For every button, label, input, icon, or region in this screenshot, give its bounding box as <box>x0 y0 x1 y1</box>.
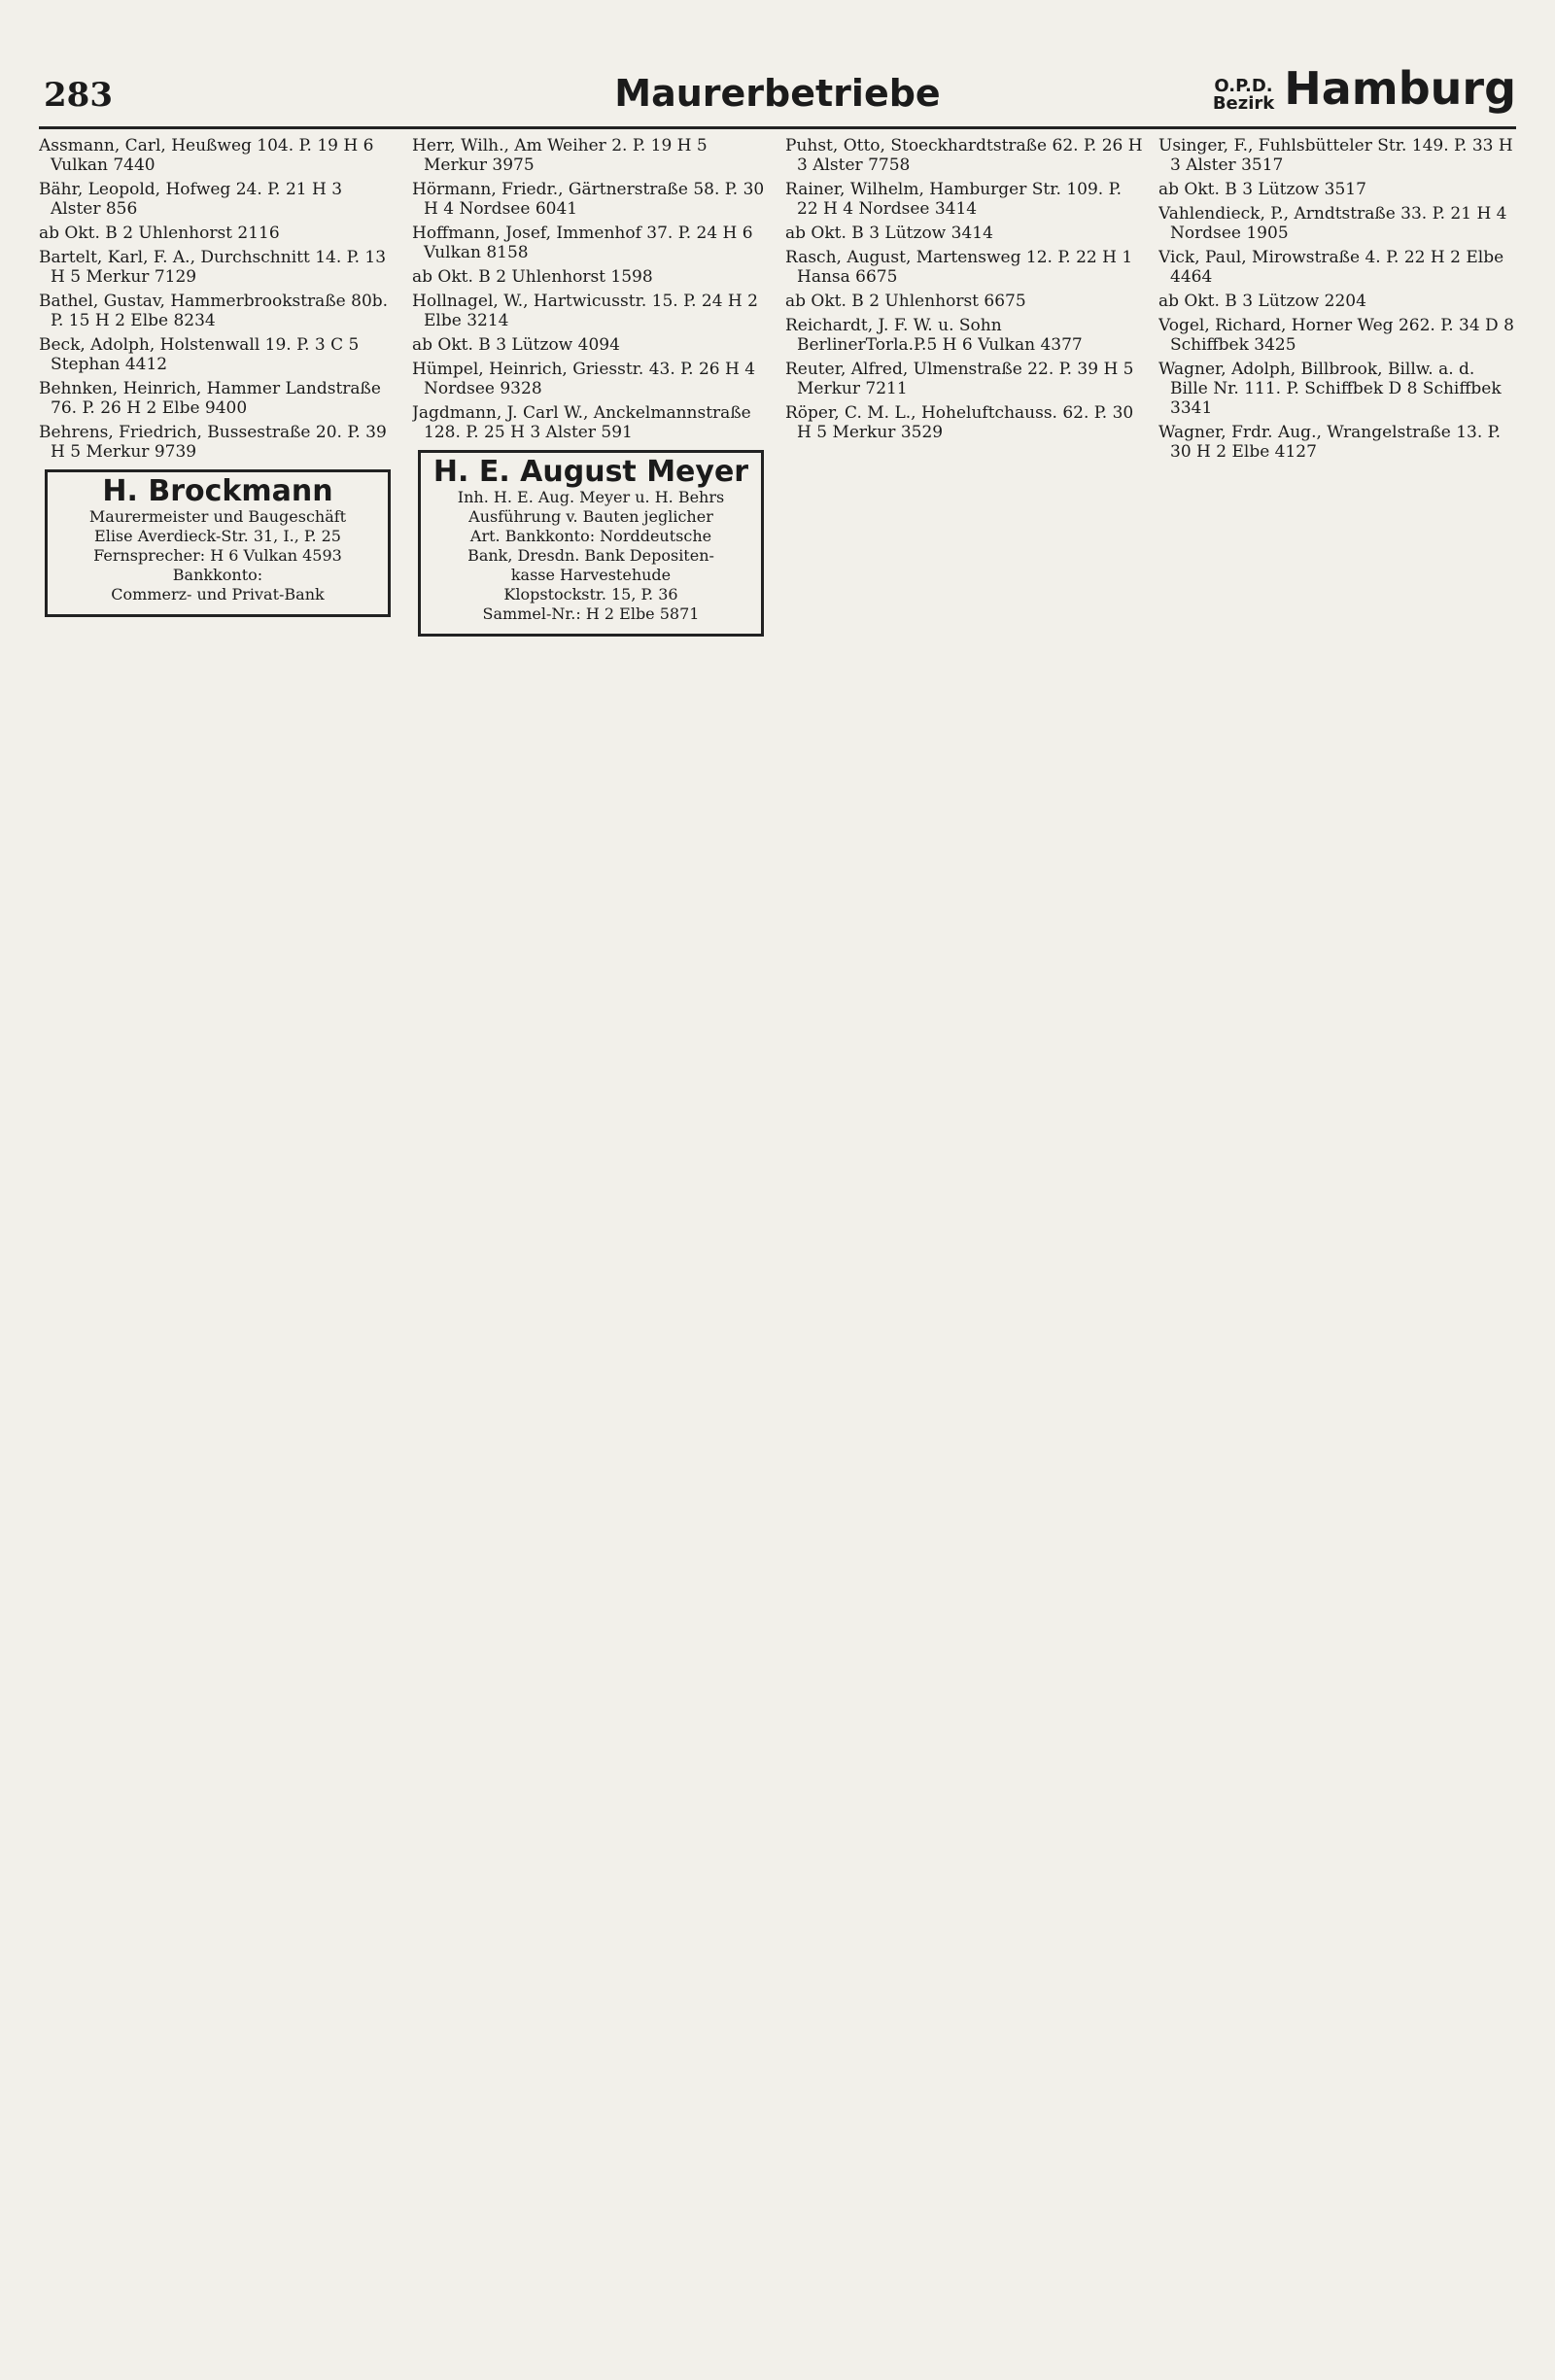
district-name: Hamburg <box>1284 62 1516 115</box>
list-item: Vick, Paul, Mirowstraße 4. P. 22 H 2 Elbe 4464 <box>1158 248 1504 287</box>
district-label-bottom: Bezirk <box>1212 93 1275 114</box>
list-item: ab Okt. B 2 Uhlenhorst 2116 <box>39 224 280 243</box>
ad-line: kasse Harvestehude <box>510 566 672 584</box>
list-item: Assmann, Carl, Heußweg 104. P. 19 H 6 Vulkan 7440 <box>39 136 374 175</box>
list-item: Rainer, Wilhelm, Hamburger Str. 109. P. 22 H 4 Nordsee 3414 <box>785 180 1122 219</box>
page-title: Maurerbetriebe <box>614 72 941 115</box>
column-3 <box>785 136 1143 2342</box>
list-item: Röper, C. M. L., Hoheluftchauss. 62. P. 30 H 5 Merkur 3529 <box>785 403 1134 442</box>
district-label <box>1213 78 1274 113</box>
list-item: Wagner, Adolph, Billbrook, Billw. a. d. Bille Nr. 111. P. Schiffbek D 8 Schiffbek 3341 <box>1158 360 1502 418</box>
column-2 <box>412 136 770 2342</box>
list-item: ab Okt. B 3 Lützow 3517 <box>1158 180 1366 199</box>
list-item: Herr, Wilh., Am Weiher 2. P. 19 H 5 Merkur 3975 <box>412 136 708 175</box>
ad-line: Klopstockstr. 15, P. 36 <box>503 585 678 604</box>
list-item: Behnken, Heinrich, Hammer Landstraße 76. P. 26 H 2 Elbe 9400 <box>39 379 381 418</box>
ad-line: Inh. H. E. Aug. Meyer u. H. Behrs <box>457 488 725 506</box>
list-item: ab Okt. B 3 Lützow 4094 <box>412 335 620 355</box>
list-item: Rasch, August, Martensweg 12. P. 22 H 1 Hansa 6675 <box>785 248 1133 287</box>
ad-line: Maurermeister und Baugeschäft <box>88 507 347 526</box>
column-1 <box>39 136 397 2342</box>
list-item: ab Okt. B 3 Lützow 3414 <box>785 224 993 243</box>
list-item: Jagdmann, J. Carl W., Anckelmannstraße 128. P. 25 H 3 Alster 591 <box>412 403 751 442</box>
list-item: ab Okt. B 2 Uhlenhorst 6675 <box>785 292 1026 311</box>
list-item: Bähr, Leopold, Hofweg 24. P. 21 H 3 Alster 856 <box>39 180 343 219</box>
list-item: Reuter, Alfred, Ulmenstraße 22. P. 39 H 5 Merkur 7211 <box>785 360 1134 398</box>
list-item: Behrens, Friedrich, Bussestraße 20. P. 39 H 5 Merkur 9739 <box>39 423 387 462</box>
list-item: Usinger, F., Fuhlsbütteler Str. 149. P. 33 H 3 Alster 3517 <box>1158 136 1513 175</box>
ad-line: Art. Bankkonto: Norddeutsche <box>469 527 712 545</box>
meyer-ad <box>418 450 764 637</box>
list-item: ab Okt. B 3 Lützow 2204 <box>1158 292 1366 311</box>
ad-line: Commerz- und Privat-Bank <box>111 585 325 604</box>
list-item: Hörmann, Friedr., Gärtnerstraße 58. P. 30 H 4 Nordsee 6041 <box>412 180 765 219</box>
list-item: Hoffmann, Josef, Immenhof 37. P. 24 H 6 Vulkan 8158 <box>412 224 753 262</box>
list-item: Wagner, Frdr. Aug., Wrangelstraße 13. P. 30 H 2 Elbe 4127 <box>1158 423 1502 462</box>
list-item: Hollnagel, W., Hartwicusstr. 15. P. 24 H 2 Elbe 3214 <box>412 292 758 330</box>
list-item: Vahlendieck, P., Arndtstraße 33. P. 21 H 4 Nordsee 1905 <box>1158 204 1507 243</box>
ad-title: H. Brockmann <box>102 474 333 508</box>
district-block <box>1213 64 1516 113</box>
ad-line: Fernsprecher: H 6 Vulkan 4593 <box>93 546 342 565</box>
list-item: Beck, Adolph, Holstenwall 19. P. 3 C 5 Stephan 4412 <box>39 335 360 374</box>
ad-line: Bank, Dresdn. Bank Depositen- <box>467 546 714 565</box>
page-header <box>39 58 1516 129</box>
ad-line: Ausführung v. Bauten jeglicher <box>468 507 713 526</box>
list-item: Vogel, Richard, Horner Weg 262. P. 34 D 8 Schiffbek 3425 <box>1158 316 1514 355</box>
list-item: ab Okt. B 2 Uhlenhorst 1598 <box>412 267 653 287</box>
ad-line: Sammel-Nr.: H 2 Elbe 5871 <box>482 604 700 623</box>
column-4 <box>1158 136 1516 2342</box>
list-item: Bartelt, Karl, F. A., Durchschnitt 14. P. 13 H 5 Merkur 7129 <box>39 248 387 287</box>
list-item: Hümpel, Heinrich, Griesstr. 43. P. 26 H 4 Nordsee 9328 <box>412 360 756 398</box>
brockmann-ad <box>45 469 391 617</box>
district-label-top: O.P.D. <box>1214 76 1273 96</box>
list-item: Puhst, Otto, Stoeckhardtstraße 62. P. 26 H 3 Alster 7758 <box>785 136 1143 175</box>
list-item: Reichardt, J. F. W. u. Sohn BerlinerTorla.P.5 H 6 Vulkan 4377 <box>785 316 1083 355</box>
directory-columns <box>39 136 1516 2342</box>
ad-line: Elise Averdieck-Str. 31, I., P. 25 <box>94 527 341 545</box>
list-item: Bathel, Gustav, Hammerbrookstraße 80b. P. 15 H 2 Elbe 8234 <box>39 292 389 330</box>
ad-line: Bankkonto: <box>172 566 263 584</box>
ad-title: H. E. August Meyer <box>432 455 749 489</box>
page-number: 283 <box>44 76 113 115</box>
